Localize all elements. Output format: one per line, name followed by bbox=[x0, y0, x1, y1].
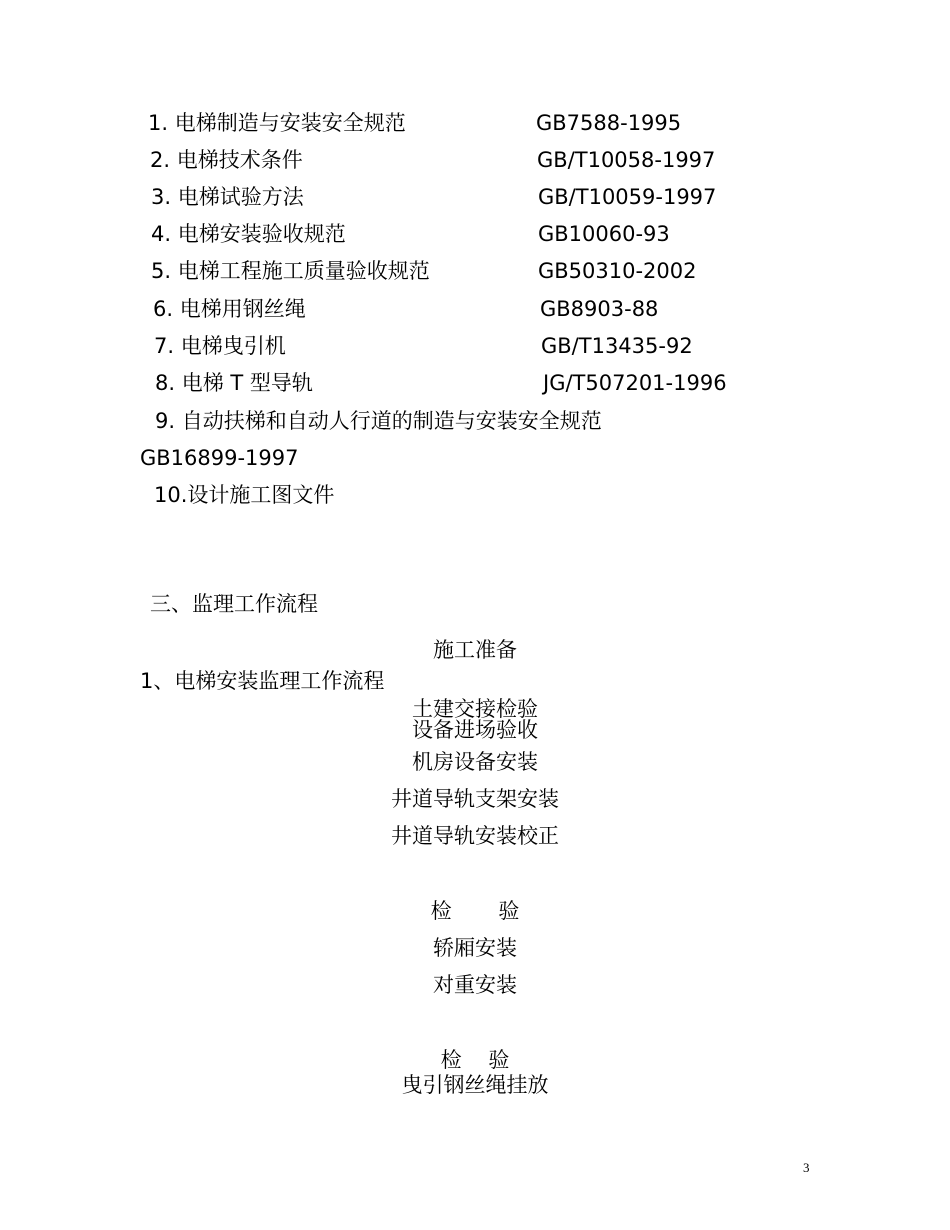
standard-item bbox=[153, 296, 306, 322]
flow-step: 井道导轨安装校正 bbox=[391, 824, 559, 848]
standard-code: GB50310-2002 bbox=[538, 259, 697, 283]
standard-item bbox=[151, 258, 430, 284]
standard-item bbox=[154, 333, 286, 359]
flow-inspection: 检 验 bbox=[440, 1048, 510, 1072]
standard-name: 电梯技术条件 bbox=[176, 148, 303, 172]
standard-item bbox=[148, 110, 406, 136]
flow-step: 机房设备安装 bbox=[412, 750, 538, 774]
standard-code: GB8903-88 bbox=[540, 297, 659, 321]
standard-code: GB/T10058-1997 bbox=[537, 148, 716, 172]
standard-name: 电梯用钢丝绳 bbox=[179, 297, 306, 321]
standard-num: 8. bbox=[155, 371, 176, 395]
standard-num: 4. bbox=[151, 222, 172, 246]
subsection-heading: 1、电梯安装监理工作流程 bbox=[140, 669, 385, 693]
flow-step: 设备进场验收 bbox=[412, 718, 538, 742]
flow-inspection: 检 验 bbox=[430, 899, 520, 923]
standard-item bbox=[154, 482, 334, 508]
standard-num: 9. bbox=[155, 409, 176, 433]
standard-code: JG/T507201-1996 bbox=[543, 371, 727, 395]
standard-code: GB/T13435-92 bbox=[541, 334, 693, 358]
standard-item bbox=[150, 147, 303, 173]
section-heading: 三、监理工作流程 bbox=[150, 592, 318, 616]
standard-item bbox=[151, 221, 346, 247]
standard-name: 电梯曳引机 bbox=[180, 334, 286, 358]
standard-code: GB/T10059-1997 bbox=[538, 185, 717, 209]
standard-name: 设计施工图文件 bbox=[187, 483, 335, 507]
standard-item bbox=[151, 184, 304, 210]
standard-item bbox=[155, 408, 602, 434]
standard-code: GB10060-93 bbox=[538, 222, 670, 246]
flow-step: 对重安装 bbox=[433, 973, 517, 997]
flow-step: 轿厢安装 bbox=[433, 936, 517, 960]
standard-code: GB16899-1997 bbox=[140, 446, 299, 470]
standard-num: 6. bbox=[153, 297, 174, 321]
standard-code: GB7588-1995 bbox=[536, 111, 682, 135]
standard-name: 电梯试验方法 bbox=[177, 185, 304, 209]
standard-name: 电梯安装验收规范 bbox=[177, 222, 346, 246]
flow-step: 施工准备 bbox=[433, 638, 517, 662]
standard-item bbox=[155, 370, 313, 396]
flow-step: 曳引钢丝绳挂放 bbox=[401, 1073, 549, 1097]
standard-num: 5. bbox=[151, 259, 172, 283]
standard-num: 3. bbox=[151, 185, 172, 209]
standard-name: 电梯工程施工质量验收规范 bbox=[177, 259, 430, 283]
standard-name: 电梯 T 型导轨 bbox=[181, 371, 313, 395]
flow-step: 井道导轨支架安装 bbox=[391, 787, 559, 811]
standard-num: 7. bbox=[154, 334, 175, 358]
standard-name: 电梯制造与安装安全规范 bbox=[174, 111, 406, 135]
standard-name: 自动扶梯和自动人行道的制造与安装安全规范 bbox=[181, 409, 602, 433]
standard-num: 2. bbox=[150, 148, 171, 172]
page-number: 3 bbox=[803, 1160, 810, 1175]
flow-step: 土建交接检验 bbox=[412, 697, 538, 721]
standard-num: 10. bbox=[154, 483, 188, 507]
standard-num: 1. bbox=[148, 111, 169, 135]
